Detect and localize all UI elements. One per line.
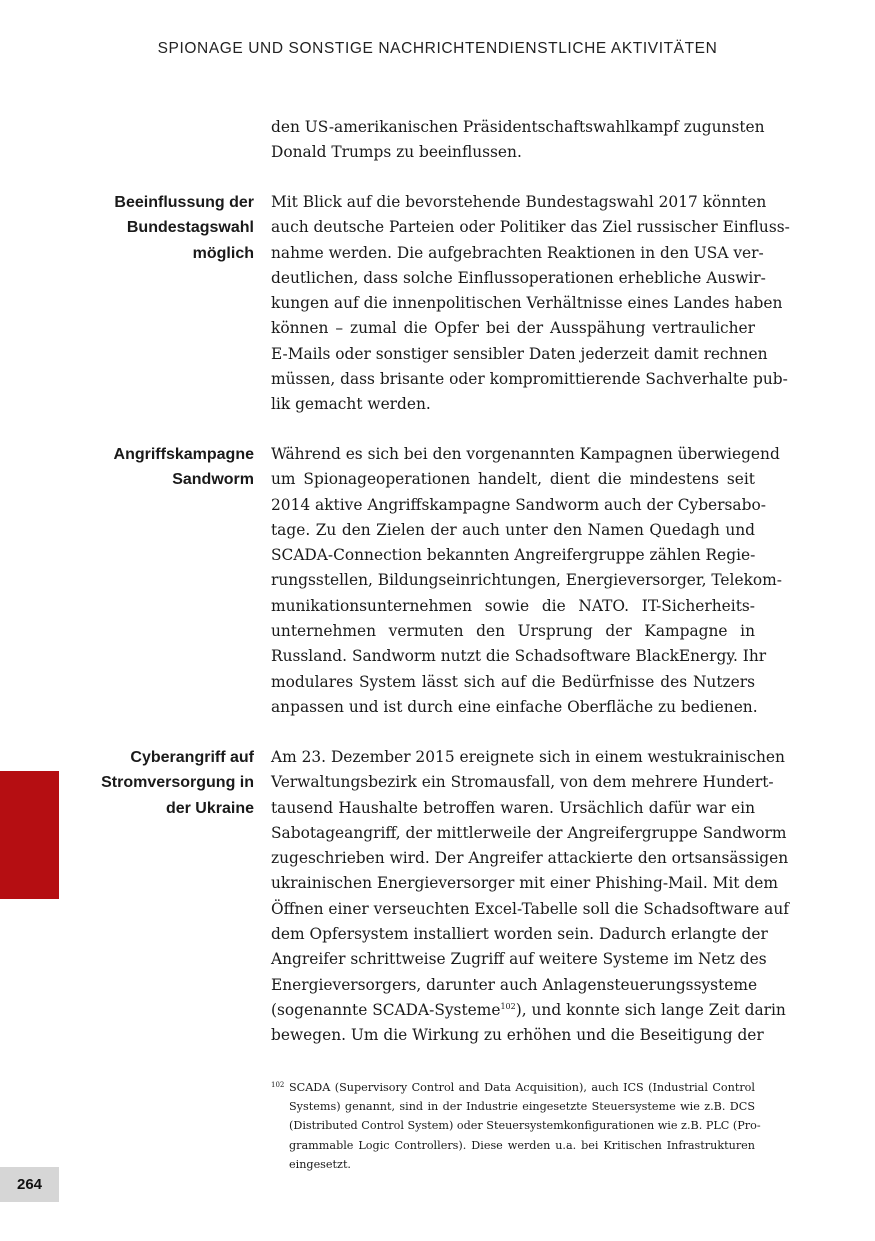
text-fragment: ), und konnte sich lange Zeit darin [515, 1000, 786, 1019]
text-line: Angreifer schrittweise Zugriff auf weitere Systeme im Netz des [271, 950, 767, 969]
text-line: ukrainischen Energieversorger mit einer Phishing-Mail. Mit dem [271, 874, 778, 893]
text-line: Energieversorgers, darunter auch Anlagensteuerungssysteme [271, 975, 758, 994]
body-paragraph [271, 745, 789, 1049]
text-line: tausend Haushalte betroffen waren. Ursächlich dafür war ein [271, 798, 755, 817]
text-line: kungen auf die innenpolitischen Verhältnisse eines Landes haben [271, 294, 783, 313]
intro-paragraph [271, 115, 765, 166]
text-line-with-footnote-ref [271, 998, 786, 1023]
text-line: zugeschrieben wird. Der Angreifer attackierte den ortsansässigen [271, 849, 789, 868]
text-line: um Spionageoperationen handelt, dient die mindestens seit [271, 470, 755, 489]
footnote-reference[interactable]: 102 [500, 1001, 516, 1011]
marginal-heading [60, 190, 254, 266]
footnote-text [289, 1078, 761, 1174]
text-line: lik gemacht werden. [271, 395, 431, 414]
footnote-line: (Distributed Control System) oder Steuersystemkonfigurationen wie z.B. PLC (Pro- [289, 1119, 761, 1133]
footnote-line: eingesetzt. [289, 1157, 351, 1171]
text-line: Russland. Sandworm nutzt die Schadsoftware BlackEnergy. Ihr [271, 647, 767, 666]
footnote-line: Systems) genannt, sind in der Industrie eingesetzte Steuersysteme wie z.B. DCS [289, 1100, 755, 1114]
text-line: nahme werden. Die aufgebrachten Reaktionen in den USA ver- [271, 243, 764, 262]
text-line: Öffnen einer verseuchten Excel-Tabelle soll die Schadsoftware auf [271, 899, 789, 918]
text-line: können – zumal die Opfer bei der Ausspähung vertraulicher [271, 319, 755, 338]
text-line: modulares System lässt sich auf die Bedürfnisse des Nutzers [271, 672, 755, 691]
text-line: E-Mails oder sonstiger sensibler Daten jederzeit damit rechnen [271, 344, 768, 363]
text-line: rungsstellen, Bildungseinrichtungen, Energieversorger, Telekom- [271, 571, 782, 590]
text-line: Am 23. Dezember 2015 ereignete sich in einem westukrainischen [271, 748, 785, 766]
text-line: bewegen. Um die Wirkung zu erhöhen und die Beseitigung der [271, 1026, 764, 1045]
text-line: tage. Zu den Zielen der auch unter den Namen Quedagh und [271, 520, 755, 539]
text-line: Mit Blick auf die bevorstehende Bundestagswahl 2017 könnten [271, 193, 767, 211]
text-line: Sabotageangriff, der mittlerweile der Angreifergruppe Sandworm [271, 823, 787, 842]
text-line: deutlichen, dass solche Einflussoperationen erhebliche Auswir- [271, 268, 766, 287]
footnote [271, 1078, 761, 1174]
text-line: unternehmen vermuten den Ursprung der Kampagne in [271, 622, 755, 641]
marginal-heading [60, 442, 254, 493]
text-line: 2014 aktive Angriffskampagne Sandworm auch der Cybersabo- [271, 495, 766, 514]
marginal-heading [60, 745, 254, 821]
text-line: anpassen und ist durch eine einfache Oberfläche zu bedienen. [271, 697, 758, 716]
text-line: SCADA-Connection bekannten Angreifergruppe zählen Regie- [271, 546, 756, 565]
heading-line: Bundestagswahl [126, 219, 254, 237]
text-line: dem Opfersystem installiert worden sein. Dadurch erlangte der [271, 925, 768, 944]
heading-line: Beeinflussung der [114, 194, 254, 211]
text-line: Donald Trumps zu beeinflussen. [271, 143, 522, 162]
text-line: Während es sich bei den vorgenannten Kampagnen überwiegend [271, 445, 780, 463]
body-paragraph [271, 442, 782, 720]
footnote-line: grammable Logic Controllers). Diese werden u.a. bei Kritischen Infrastrukturen [289, 1138, 755, 1152]
footnote-line: SCADA (Supervisory Control and Data Acquisition), auch ICS (Industrial Control [289, 1081, 755, 1094]
heading-line: Cyberangriff auf [130, 749, 254, 766]
heading-line: der Ukraine [165, 799, 254, 817]
text-line: munikationsunternehmen sowie die NATO. IT-Sicherheits- [271, 596, 755, 615]
heading-line: Angriffskampagne [113, 446, 254, 463]
heading-line: Sandworm [172, 471, 254, 489]
body-paragraph [271, 190, 790, 418]
chapter-marker-tab [0, 771, 59, 899]
text-line: auch deutsche Parteien oder Politiker das Ziel russischer Einfluss- [271, 218, 790, 237]
running-header: SPIONAGE UND SONSTIGE NACHRICHTENDIENSTLICHE AKTIVITÄTEN [157, 40, 718, 57]
page-number: 264 [0, 1167, 59, 1202]
text-line: den US-amerikanischen Präsidentschaftswahlkampf zugunsten [271, 118, 765, 136]
heading-line: möglich [192, 244, 254, 262]
heading-line: Stromversorgung in [101, 774, 254, 792]
footnote-marker: 102 [271, 1081, 285, 1089]
text-fragment: (sogenannte SCADA-Systeme [271, 1000, 501, 1019]
text-line: müssen, dass brisante oder kompromittierende Sachverhalte pub- [271, 370, 788, 389]
text-line: Verwaltungsbezirk ein Stromausfall, von dem mehrere Hundert- [271, 773, 774, 792]
